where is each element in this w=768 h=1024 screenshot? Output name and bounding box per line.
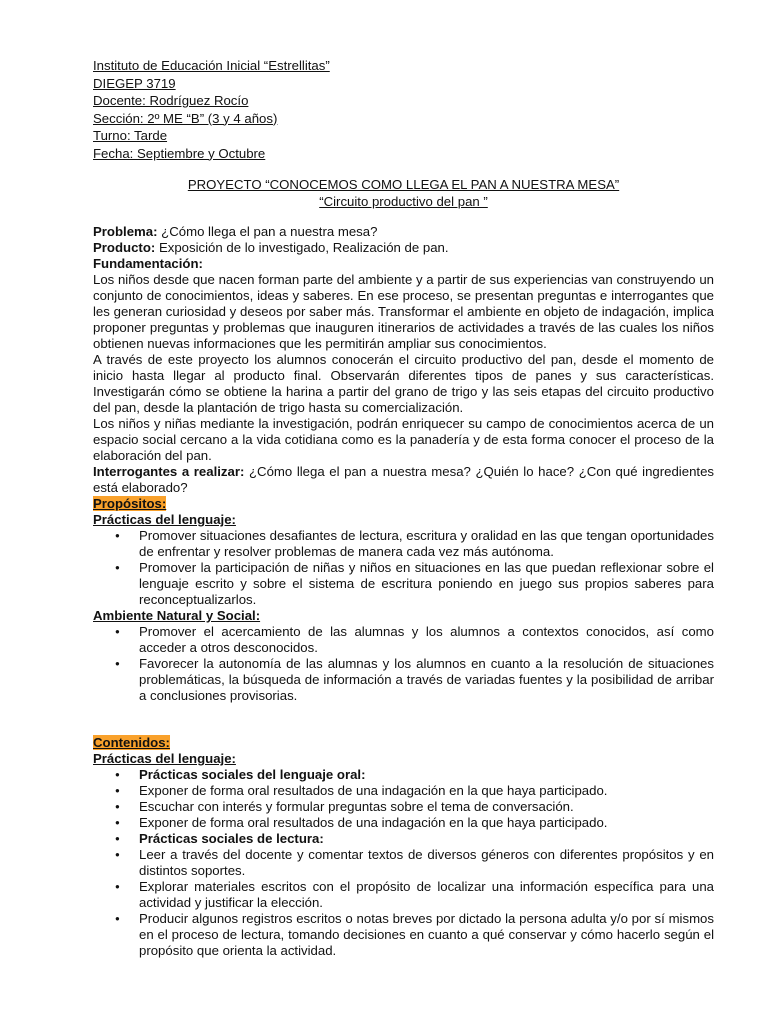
list-item: ● Promover situaciones desafiantes de lectura, escritura y oralidad en las que tengan oportunidades de enfrentar y resolver problemas de manera cada vez más autónoma.	[93, 528, 714, 560]
list-item: ● Exponer de forma oral resultados de una indagación en la que haya participado.	[93, 783, 714, 799]
purposes-heading	[93, 496, 714, 512]
purposes-environment-list	[93, 624, 714, 704]
section-info: Sección: 2º ME “B” (3 y 4 años)	[93, 110, 278, 126]
contents-list	[93, 767, 714, 959]
spacer	[93, 704, 714, 735]
product-text: Exposición de lo investigado, Realización de pan.	[155, 240, 449, 255]
problem-text: ¿Cómo llega el pan a nuestra mesa?	[157, 224, 378, 239]
date-info: Fecha: Septiembre y Octubre	[93, 145, 266, 161]
problem-label: Problema:	[93, 224, 158, 239]
oral-practices-label: ● Prácticas sociales del lenguaje oral:	[93, 767, 714, 783]
product-line	[93, 240, 714, 256]
list-item: ● Leer a través del docente y comentar textos de diversos géneros con diferentes propósitos y en distintos soportes.	[93, 847, 714, 879]
list-item: ● Explorar materiales escritos con el propósito de localizar una información específica para una actividad y justificar la elección.	[93, 879, 714, 911]
contents-label: Contenidos:	[93, 735, 170, 750]
shift-info: Turno: Tarde	[93, 128, 168, 143]
purposes-language-list	[93, 528, 714, 608]
questions-label: Interrogantes a realizar:	[93, 464, 245, 479]
list-item: ● Escuchar con interés y formular preguntas sobre el tema de conversación.	[93, 799, 714, 815]
list-item: ● Promover la participación de niñas y niños en situaciones en las que puedan reflexionar sobre el lenguaje escrito y sobre el sistema de escritura poniendo en juego sus propios saberes para reconceptualizarlos.	[93, 560, 714, 608]
purposes-language-label: Prácticas del lenguaje:	[93, 512, 236, 527]
institution-code: DIEGEP 3719	[93, 75, 176, 91]
project-title: PROYECTO “CONOCEMOS COMO LLEGA EL PAN A NUESTRA MESA”	[187, 177, 620, 192]
list-item: ● Producir algunos registros escritos o notas breves por dictado la persona adulta y/o por sí mismos en el proceso de lectura, tomando decisiones en cuanto a qué conservar y cómo hacerlo según el propósito que orienta la actividad.	[93, 911, 714, 959]
list-item: ● Promover el acercamiento de las alumnas y los alumnos a contextos conocidos, así como acceder a otros desconocidos.	[93, 624, 714, 656]
list-item: ● Exponer de forma oral resultados de una indagación en la que haya participado.	[93, 815, 714, 831]
project-subtitle: “Circuito productivo del pan ”	[319, 193, 488, 209]
purposes-label: Propósitos:	[93, 496, 167, 511]
problem-line	[93, 224, 714, 240]
questions-text: ¿Cómo llega el pan a nuestra mesa? ¿Quién lo hace? ¿Con qué ingredientes está elaborado?	[93, 464, 714, 495]
institution-name: Instituto de Educación Inicial “Estrellitas”	[93, 58, 330, 73]
document-body	[93, 58, 714, 959]
document-header	[93, 58, 714, 163]
foundation-paragraph: A través de este proyecto los alumnos conocerán el circuito productivo del pan, desde el momento de inicio hasta llegar al producto final. Observarán diferentes tipos de panes y sus características. Investigarán cómo se obtiene la harina a partir del grano de trigo y las seis etapas del circuito productivo del pan, desde la plantación de trigo hasta su comercialización.	[93, 352, 714, 415]
contents-language-label: Prácticas del lenguaje:	[93, 751, 236, 766]
product-label: Producto:	[93, 240, 156, 255]
foundation-paragraph: Los niños desde que nacen forman parte del ambiente y a partir de sus experiencias van construyendo un conjunto de conocimientos, ideas y saberes. En ese proceso, se presentan preguntas e interrogantes que les generan curiosidad y deseos por saber más. Transformar el ambiente en objeto de indagación, implica proponer preguntas y problemas que inauguren itinerarios de actividades a través de las cuales los niños obtienen nuevas informaciones que les permitirán ampliar sus conocimientos.	[93, 272, 714, 351]
project-title-block	[93, 177, 714, 210]
foundation-label: Fundamentación:	[93, 256, 203, 271]
reading-practices-label: ● Prácticas sociales de lectura:	[93, 831, 714, 847]
foundation-paragraph: Los niños y niñas mediante la investigación, podrán enriquecer su campo de conocimientos acerca de un espacio social cercano a la vida cotidiana como es la panadería y de esta forma conocer el proceso de la elaboración del pan.	[93, 416, 714, 463]
purposes-environment-label: Ambiente Natural y Social:	[93, 608, 261, 623]
list-item: ● Favorecer la autonomía de las alumnas y los alumnos en cuanto a la resolución de situaciones problemáticas, la búsqueda de información a través de variadas fuentes y la posibilidad de arribar a conclusiones provisorias.	[93, 656, 714, 704]
contents-heading	[93, 735, 714, 751]
questions-line	[93, 464, 714, 496]
teacher-name: Docente: Rodríguez Rocío	[93, 93, 249, 108]
